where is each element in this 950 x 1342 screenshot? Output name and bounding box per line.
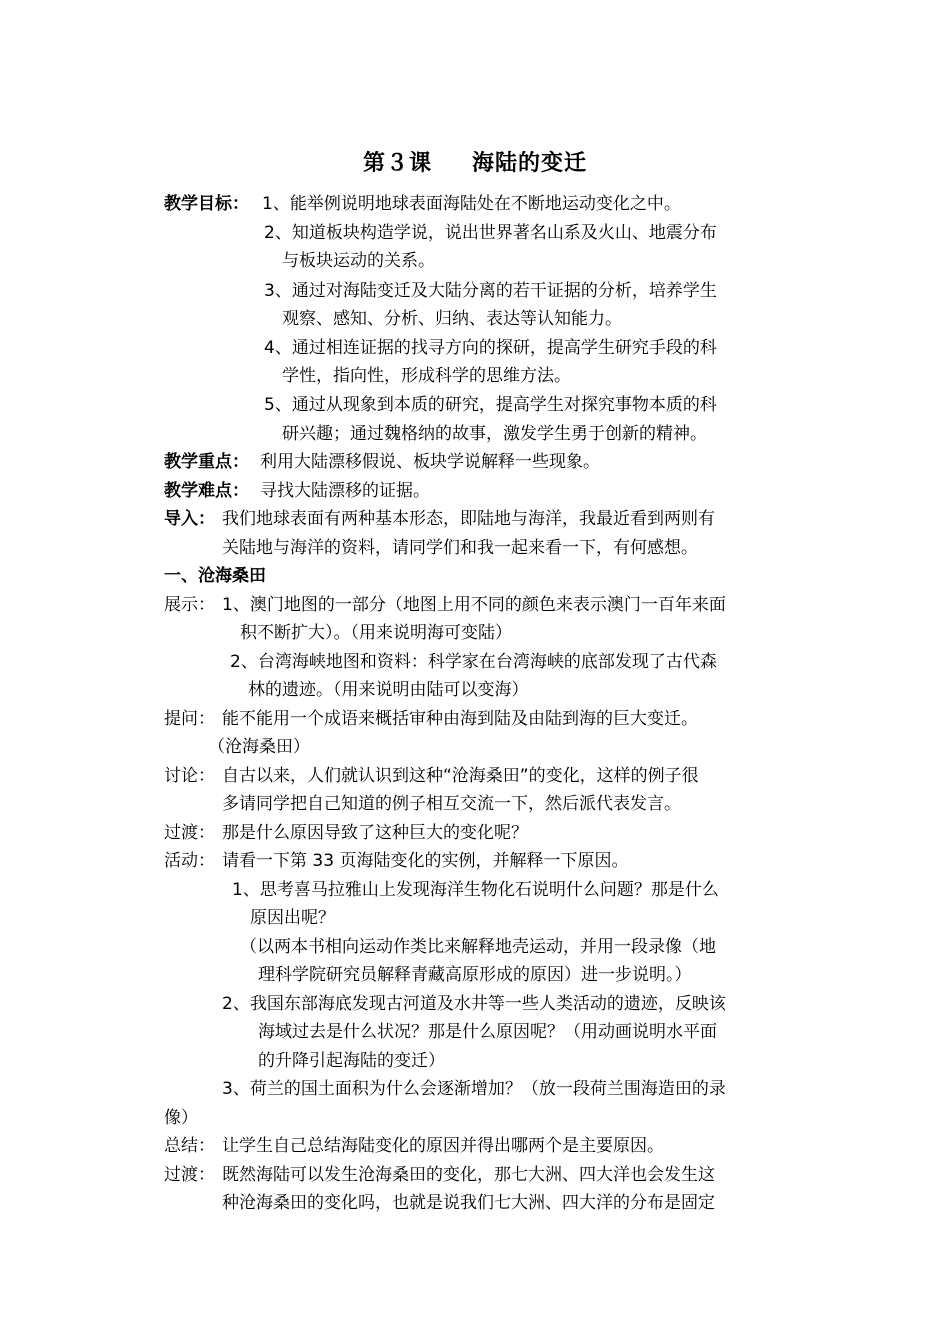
transition-line: 既然海陆可以发生沧海桑田的变化，那七大洲、四大洋也会发生这 [222, 1165, 715, 1185]
ask-label: 提问： [164, 709, 215, 729]
objective-line: 与板块运动的关系。 [282, 251, 435, 271]
ask-line: 能不能用一个成语来概括审种由海到陆及由陆到海的巨大变迁。 [222, 709, 698, 729]
objective-line: 1、能举例说明地球表面海陆处在不断地运动变化之中。 [262, 194, 681, 214]
objective-line: 研兴趣；通过魏格纳的故事，激发学生勇于创新的精神。 [282, 424, 707, 444]
difficulty-text: 寻找大陆漂移的证据。 [260, 481, 430, 501]
show-line: 2、台湾海峡地图和资料：科学家在台湾海峡的底部发现了古代森 [230, 652, 717, 672]
show-line: 积不断扩大）。（用来说明海可变陆） [240, 623, 512, 643]
ask-line: （沧海桑田） [208, 737, 310, 757]
section-heading: 一、沧海桑田 [164, 566, 266, 586]
objective-line: 3、通过对海陆变迁及大陆分离的若干证据的分析，培养学生 [264, 281, 717, 301]
discuss-label: 讨论： [164, 766, 215, 786]
objective-line: 5、通过从现象到本质的研究，提高学生对探究事物本质的科 [264, 395, 717, 415]
summary-text: 让学生自己总结海陆变化的原因并得出哪两个是主要原因。 [222, 1136, 664, 1156]
transition-label: 过渡： [164, 823, 215, 843]
activity-line: 请看一下第 33 页海陆变化的实例，并解释一下原因。 [222, 851, 629, 871]
activity-line: 理科学院研究员解释青藏高原形成的原因）进一步说明。） [258, 965, 692, 985]
objective-line: 观察、感知、分析、归纳、表达等认知能力。 [282, 309, 622, 329]
page-title [0, 146, 950, 177]
activity-line: 1、思考喜马拉雅山上发现海洋生物化石说明什么问题？那是什么 [232, 880, 719, 900]
activity-label: 活动： [164, 851, 215, 871]
transition-text: 那是什么原因导致了这种巨大的变化呢？ [222, 823, 528, 843]
lesson-topic: 海陆的变迁 [472, 151, 588, 176]
intro-line: 我们地球表面有两种基本形态，即陆地与海洋，我最近看到两则有 [222, 509, 715, 529]
activity-line: 2、我国东部海底发现古河道及水井等一些人类活动的遗迹，反映该 [222, 994, 726, 1014]
discuss-line: 自古以来，人们就认识到这种“沧海桑田”的变化，这样的例子很 [222, 766, 699, 786]
discuss-line: 多请同学把自己知道的例子相互交流一下，然后派代表发言。 [222, 794, 681, 814]
activity-line: 的升降引起海陆的变迁） [258, 1051, 445, 1071]
lesson-number: 第３课 [362, 151, 432, 176]
transition-line: 种沧海桑田的变化吗，也就是说我们七大洲、四大洋的分布是固定 [222, 1193, 715, 1213]
objective-line: 4、通过相连证据的找寻方向的探研，提高学生研究手段的科 [264, 338, 717, 358]
key-point-label: 教学重点： [164, 452, 249, 472]
objective-line: 2、知道板块构造学说，说出世界著名山系及火山、地震分布 [264, 223, 717, 243]
show-line: 1、澳门地图的一部分（地图上用不同的颜色来表示澳门一百年来面 [222, 595, 726, 615]
summary-label: 总结： [164, 1136, 215, 1156]
activity-line: 3、荷兰的国土面积为什么会逐渐增加？（放一段荷兰围海造田的录 [222, 1079, 726, 1099]
show-label: 展示： [164, 595, 215, 615]
show-line: 林的遗迹。（用来说明由陆可以变海） [248, 680, 529, 700]
activity-line: 像） [164, 1108, 198, 1128]
objective-line: 学性，指向性，形成科学的思维方法。 [282, 366, 571, 386]
intro-line: 关陆地与海洋的资料，请同学们和我一起来看一下，有何感想。 [222, 538, 698, 558]
objectives-label: 教学目标： [164, 194, 249, 214]
intro-label: 导入： [164, 509, 215, 529]
key-point-text: 利用大陆漂移假说、板块学说解释一些现象。 [260, 452, 600, 472]
activity-line: 海域过去是什么状况？那是什么原因呢？（用动画说明水平面 [258, 1022, 717, 1042]
transition-label: 过渡： [164, 1165, 215, 1185]
difficulty-label: 教学难点： [164, 481, 249, 501]
activity-line: 原因出呢？ [250, 908, 335, 928]
activity-line: （以两本书相向运动作类比来解释地壳运动，并用一段录像（地 [240, 937, 716, 957]
